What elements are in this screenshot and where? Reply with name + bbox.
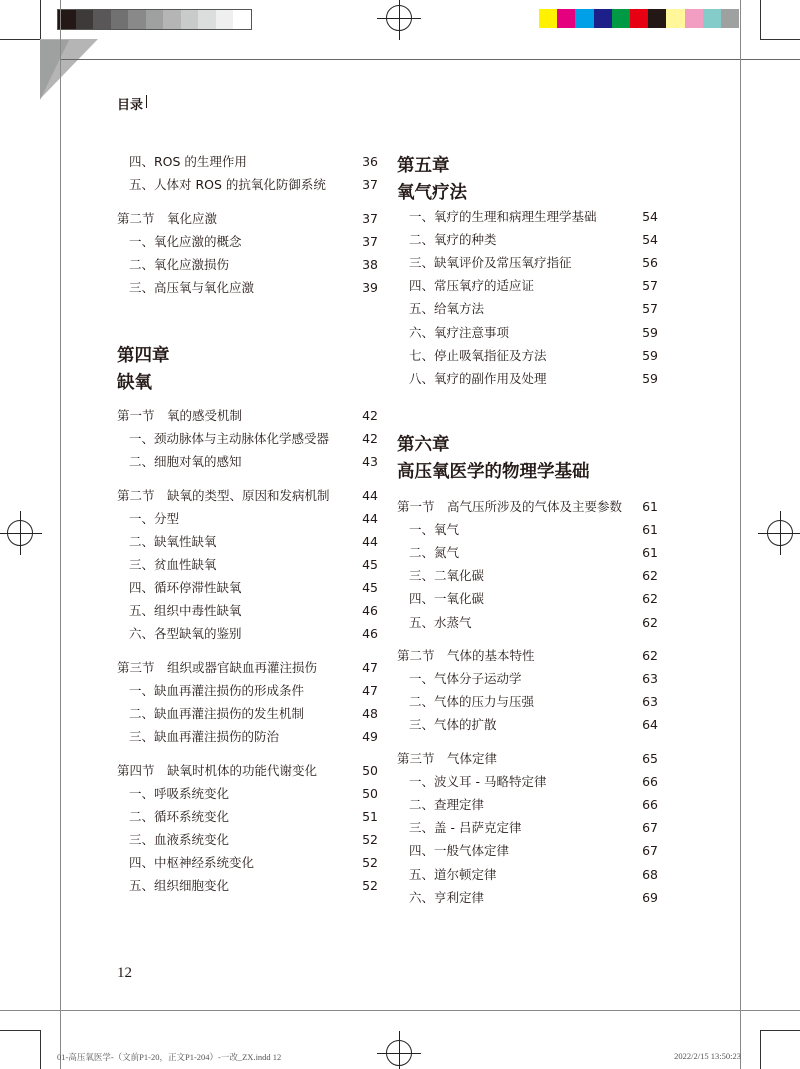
color-swatch (216, 10, 234, 29)
color-swatch (233, 10, 251, 29)
toc-item-title: 二、氧化应激损伤 (129, 256, 230, 272)
toc-page-number: 37 (362, 210, 378, 226)
color-swatch (181, 10, 199, 29)
color-swatch (721, 9, 739, 28)
color-swatch (630, 9, 648, 28)
toc-page-number: 59 (642, 370, 658, 386)
toc-item-row[interactable] (397, 717, 658, 733)
toc-section-row[interactable] (117, 660, 378, 676)
toc-item-title: 五、道尔顿定律 (409, 866, 497, 882)
toc-page-number: 59 (642, 324, 658, 340)
registration-mark-left (7, 520, 33, 546)
color-swatch (557, 9, 575, 28)
toc-item-title: 六、亨利定律 (409, 889, 485, 905)
color-swatch (666, 9, 684, 28)
color-swatch (128, 10, 146, 29)
toc-item-row[interactable] (117, 454, 378, 470)
toc-section-title: 第一节 氧的感受机制 (117, 408, 243, 423)
toc-page-number: 43 (362, 454, 378, 470)
toc-page-number: 67 (642, 820, 658, 836)
toc-item-row[interactable] (117, 534, 378, 550)
toc-page-number: 44 (362, 487, 378, 503)
toc-item-row[interactable] (117, 603, 378, 619)
toc-item-row[interactable] (397, 694, 658, 710)
toc-page-number: 50 (362, 786, 378, 801)
toc-item-title: 一、气体分子运动学 (409, 671, 522, 687)
chapter-4-title: 缺氧 (117, 373, 152, 393)
toc-item-row[interactable] (397, 348, 658, 364)
color-swatch (612, 9, 630, 28)
toc-section-row[interactable] (397, 648, 658, 664)
toc-page-number: 44 (362, 510, 378, 526)
toc-page-number: 37 (362, 177, 378, 193)
color-swatch (685, 9, 703, 28)
toc-page-number: 62 (642, 568, 658, 584)
color-swatch (163, 10, 181, 29)
color-swatch (648, 9, 666, 28)
toc-section-row[interactable] (117, 488, 378, 504)
color-swatch (76, 10, 94, 29)
toc-page-number: 36 (362, 154, 378, 169)
toc-page-number: 63 (642, 671, 658, 687)
toc-item-title: 三、盖 - 吕萨克定律 (409, 820, 522, 836)
toc-item-row[interactable] (117, 786, 378, 802)
toc-section-title: 第三节 气体定律 (397, 751, 498, 766)
toc-item-title: 七、停止吸氧指征及方法 (409, 347, 547, 363)
toc-page-number: 42 (362, 431, 378, 447)
toc-section-title: 第二节 氧化应激 (117, 210, 218, 226)
toc-item-title: 二、缺血再灌注损伤的发生机制 (129, 706, 305, 722)
toc-page-number: 50 (362, 762, 378, 778)
toc-item-row[interactable] (117, 431, 378, 447)
toc-item-title: 二、氮气 (409, 545, 460, 561)
toc-page-number: 44 (362, 534, 378, 549)
toc-item-title: 三、缺氧评价及常压氧疗指征 (409, 255, 572, 271)
toc-item-title: 一、颈动脉体与主动脉体化学感受器 (129, 431, 330, 447)
toc-page-number: 65 (642, 751, 658, 766)
toc-page-number: 62 (642, 648, 658, 664)
color-swatch (575, 9, 593, 28)
toc-item-title: 二、查理定律 (409, 797, 485, 813)
toc-item-row[interactable] (117, 855, 378, 871)
toc-page-number: 66 (642, 774, 658, 790)
toc-item-row[interactable] (397, 820, 658, 836)
toc-item-title: 一、氧化应激的概念 (129, 233, 242, 249)
toc-page-number: 59 (642, 347, 658, 363)
color-swatch (111, 10, 129, 29)
toc-item-row[interactable] (117, 257, 378, 273)
toc-item-title: 三、二氧化碳 (409, 568, 485, 584)
toc-page-number: 56 (642, 255, 658, 271)
toc-item-row[interactable] (117, 706, 378, 722)
toc-page-number: 42 (362, 408, 378, 423)
toc-section-title: 第三节 组织或器官缺血再灌注损伤 (117, 660, 318, 675)
toc-section-row[interactable] (117, 763, 378, 779)
toc-page-number: 63 (642, 694, 658, 710)
toc-item-row[interactable] (117, 683, 378, 699)
toc-page-number: 51 (362, 809, 378, 825)
toc-item-title: 二、气体的压力与压强 (409, 694, 535, 710)
toc-page-number: 61 (642, 499, 658, 514)
toc-item-title: 三、贫血性缺氧 (129, 557, 217, 573)
toc-item-title: 三、气体的扩散 (409, 717, 497, 733)
registration-mark-right (767, 520, 793, 546)
toc-page-number: 67 (642, 843, 658, 859)
toc-item-row[interactable] (117, 154, 378, 170)
toc-item-title: 五、组织细胞变化 (129, 878, 230, 894)
toc-item-title: 二、氧疗的种类 (409, 232, 497, 248)
toc-page-number: 54 (642, 209, 658, 224)
toc-page-number: 61 (642, 522, 658, 538)
toc-item-title: 四、常压氧疗的适应证 (409, 278, 535, 294)
toc-page-number: 47 (362, 683, 378, 699)
toc-page-number: 52 (362, 832, 378, 848)
toc-page-number: 37 (362, 233, 378, 249)
toc-item-row[interactable] (397, 591, 658, 607)
toc-item-row[interactable] (397, 209, 658, 225)
toc-item-title: 四、一氧化碳 (409, 591, 485, 607)
toc-section-row[interactable] (117, 211, 378, 227)
toc-item-title: 五、组织中毒性缺氧 (129, 603, 242, 619)
toc-item-row[interactable] (397, 774, 658, 790)
toc-item-row[interactable] (397, 545, 658, 561)
toc-page-number: 47 (362, 660, 378, 675)
chapter-5-title: 氧气疗法 (397, 183, 467, 203)
process-color-bar (539, 9, 739, 28)
page-number: 12 (117, 965, 132, 981)
grayscale-color-bar (57, 9, 252, 30)
toc-section-title: 第二节 缺氧的类型、原因和发病机制 (117, 487, 330, 503)
toc-item-title: 五、给氧方法 (409, 301, 485, 317)
toc-item-row[interactable] (397, 797, 658, 813)
toc-item-row[interactable] (397, 568, 658, 584)
toc-page-number: 69 (642, 889, 658, 905)
color-swatch (146, 10, 164, 29)
toc-section-row[interactable] (117, 408, 378, 424)
toc-item-title: 一、氧疗的生理和病理生理学基础 (409, 209, 597, 224)
toc-item-title: 二、细胞对氧的感知 (129, 454, 242, 470)
toc-item-row[interactable] (117, 234, 378, 250)
toc-item-row[interactable] (397, 371, 658, 387)
toc-section-title: 第四节 缺氧时机体的功能代谢变化 (117, 762, 318, 778)
color-swatch (198, 10, 216, 29)
toc-page-number: 62 (642, 614, 658, 630)
chapter-4-number: 第四章 (117, 346, 170, 366)
toc-section-title: 第二节 气体的基本特性 (397, 648, 535, 664)
color-swatch (703, 9, 721, 28)
toc-item-row[interactable] (117, 557, 378, 573)
chapter-6-number: 第六章 (397, 435, 450, 455)
toc-item-row[interactable] (117, 878, 378, 894)
toc-item-title: 四、中枢神经系统变化 (129, 855, 255, 871)
print-timestamp: 2022/2/15 13:50:23 (674, 1051, 741, 1061)
toc-item-title: 四、一般气体定律 (409, 843, 510, 859)
toc-section-title: 第一节 高气压所涉及的气体及主要参数 (397, 499, 623, 514)
toc-page-number: 54 (642, 232, 658, 248)
corner-decoration-shade (40, 40, 69, 100)
toc-page-number: 45 (362, 580, 378, 596)
toc-item-title: 六、氧疗注意事项 (409, 324, 510, 340)
toc-item-row[interactable] (117, 580, 378, 596)
toc-item-title: 三、缺血再灌注损伤的防治 (129, 729, 280, 745)
toc-item-title: 一、分型 (129, 510, 180, 526)
toc-item-title: 三、高压氧与氧化应激 (129, 280, 255, 295)
running-header-title: 目录 (117, 98, 144, 113)
toc-item-row[interactable] (117, 832, 378, 848)
toc-item-title: 八、氧疗的副作用及处理 (409, 370, 547, 386)
chapter-6-title: 高压氧医学的物理学基础 (397, 462, 590, 482)
toc-item-row[interactable] (117, 729, 378, 745)
toc-item-title: 六、各型缺氧的鉴别 (129, 626, 242, 642)
toc-page-number: 61 (642, 545, 658, 561)
toc-section-row[interactable] (397, 751, 658, 767)
toc-item-row[interactable] (397, 325, 658, 341)
toc-item-row[interactable] (397, 278, 658, 294)
toc-item-row[interactable] (397, 615, 658, 631)
toc-item-row[interactable] (397, 671, 658, 687)
toc-page-number: 57 (642, 301, 658, 317)
toc-item-title: 一、波义耳 - 马略特定律 (409, 774, 547, 790)
toc-page-number: 46 (362, 603, 378, 619)
toc-page-number: 49 (362, 729, 378, 745)
toc-item-row[interactable] (117, 809, 378, 825)
color-swatch (594, 9, 612, 28)
toc-page-number: 52 (362, 878, 378, 894)
registration-mark-top (386, 5, 412, 31)
file-info: 01-高压氧医学-（文前P1-20，正文P1-204）-一改_ZX.indd 12 (57, 1052, 282, 1062)
chapter-5-number: 第五章 (397, 156, 450, 176)
toc-page-number: 39 (362, 280, 378, 295)
toc-page-number: 68 (642, 866, 658, 882)
toc-item-row[interactable] (397, 522, 658, 538)
toc-page-number: 64 (642, 717, 658, 733)
toc-item-row[interactable] (397, 867, 658, 883)
toc-item-title: 一、呼吸系统变化 (129, 786, 230, 801)
toc-page-number: 38 (362, 256, 378, 272)
toc-item-row[interactable] (397, 232, 658, 248)
toc-page-number: 45 (362, 557, 378, 573)
toc-page-number: 57 (642, 278, 658, 294)
toc-section-row[interactable] (397, 499, 658, 515)
toc-item-title: 五、水蒸气 (409, 614, 472, 630)
toc-page-number: 46 (362, 626, 378, 642)
toc-item-title: 二、缺氧性缺氧 (129, 534, 217, 549)
toc-item-title: 五、人体对 ROS 的抗氧化防御系统 (129, 177, 326, 193)
toc-item-row[interactable] (397, 843, 658, 859)
toc-item-title: 四、ROS 的生理作用 (129, 154, 247, 169)
toc-page-number: 48 (362, 706, 378, 722)
color-swatch (93, 10, 111, 29)
toc-item-row[interactable] (397, 301, 658, 317)
toc-item-title: 一、氧气 (409, 522, 460, 538)
color-swatch (539, 9, 557, 28)
toc-page-number: 66 (642, 797, 658, 813)
toc-item-title: 三、血液系统变化 (129, 832, 230, 848)
toc-item-title: 二、循环系统变化 (129, 809, 230, 825)
toc-item-row[interactable] (397, 255, 658, 271)
toc-item-row[interactable] (117, 511, 378, 527)
header-divider (146, 95, 147, 108)
registration-mark-bottom (386, 1040, 412, 1066)
toc-item-row[interactable] (117, 626, 378, 642)
toc-item-row[interactable] (397, 890, 658, 906)
toc-item-title: 一、缺血再灌注损伤的形成条件 (129, 683, 305, 699)
toc-item-row[interactable] (117, 177, 378, 193)
toc-item-row[interactable] (117, 280, 378, 296)
toc-page-number: 52 (362, 855, 378, 871)
toc-page-number: 62 (642, 591, 658, 607)
toc-item-title: 四、循环停滞性缺氧 (129, 580, 242, 596)
